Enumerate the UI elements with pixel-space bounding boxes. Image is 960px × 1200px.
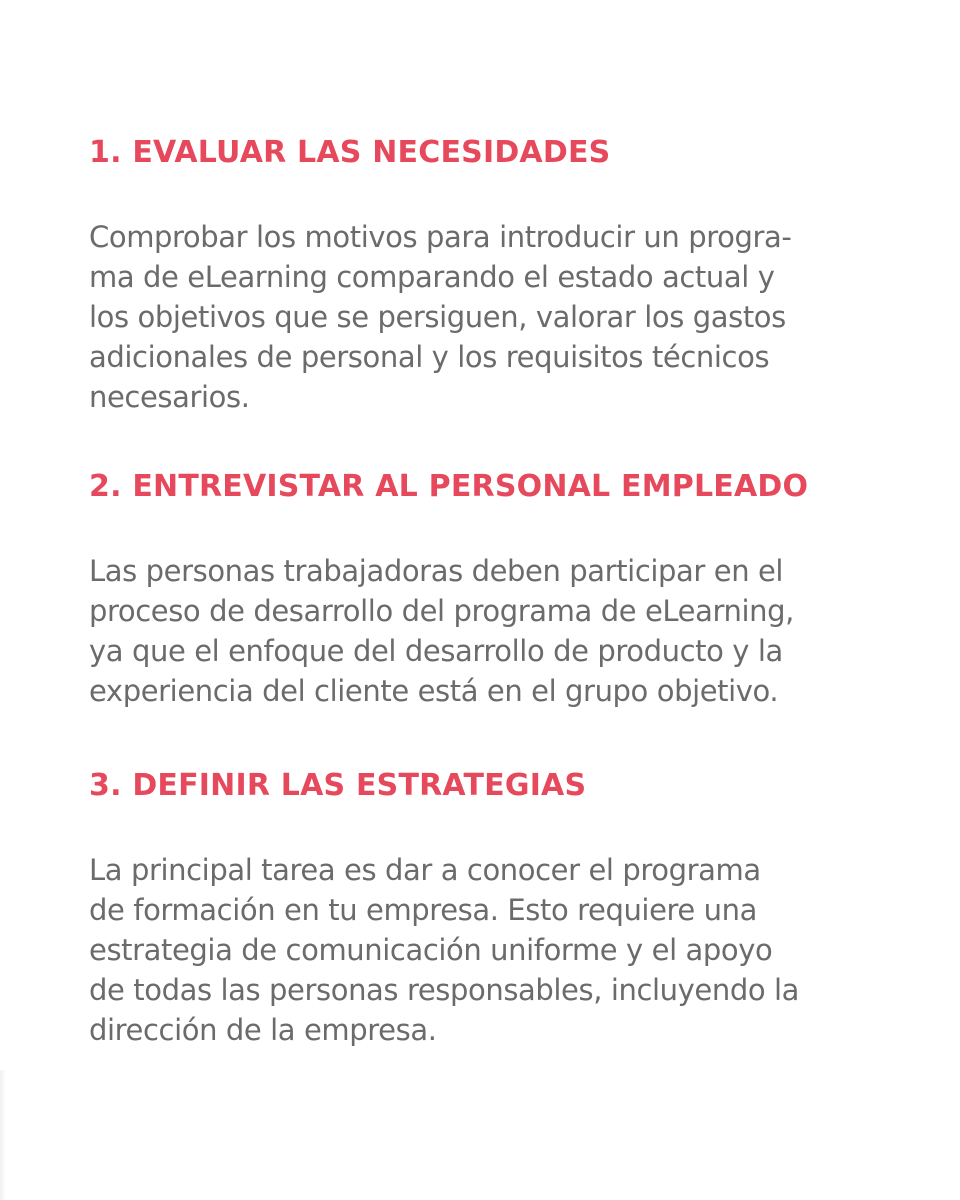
body-line: proceso de desarrollo del programa de eLearning,: [89, 594, 794, 628]
body-line: de todas las personas responsables, incluyendo la: [89, 973, 800, 1007]
body-line: estrategia de comunicación uniforme y el apoyo: [89, 933, 773, 967]
body-line: experiencia del cliente está en el grupo objetivo.: [89, 674, 779, 708]
section-evaluar-necesidades: [89, 133, 889, 417]
section-heading: 3. DEFINIR LAS ESTRATEGIAS: [89, 768, 587, 803]
edge-shadow: [0, 1070, 6, 1200]
section-body: [89, 850, 889, 1050]
section-body: [89, 551, 889, 711]
body-line: de formación en tu empresa. Esto requiere una: [89, 893, 758, 927]
body-line: La principal tarea es dar a conocer el programa: [89, 853, 761, 887]
body-line: ma de eLearning comparando el estado actual y: [89, 260, 775, 294]
section-body: [89, 217, 889, 417]
body-line: Comprobar los motivos para introducir un progra-: [89, 220, 792, 254]
body-line: los objetivos que se persiguen, valorar los gastos: [89, 300, 786, 334]
body-line: Las personas trabajadoras deben participar en el: [89, 554, 784, 588]
section-definir-estrategias: [89, 766, 889, 1050]
body-line: necesarios.: [89, 380, 250, 414]
section-heading: 2. ENTREVISTAR AL PERSONAL EMPLEADO: [89, 469, 809, 504]
body-line: ya que el enfoque del desarrollo de producto y la: [89, 634, 783, 668]
body-line: adicionales de personal y los requisitos técnicos: [89, 340, 770, 374]
section-heading: 1. EVALUAR LAS NECESIDADES: [89, 135, 611, 170]
body-line: dirección de la empresa.: [89, 1013, 437, 1047]
section-entrevistar-personal: [89, 467, 889, 711]
